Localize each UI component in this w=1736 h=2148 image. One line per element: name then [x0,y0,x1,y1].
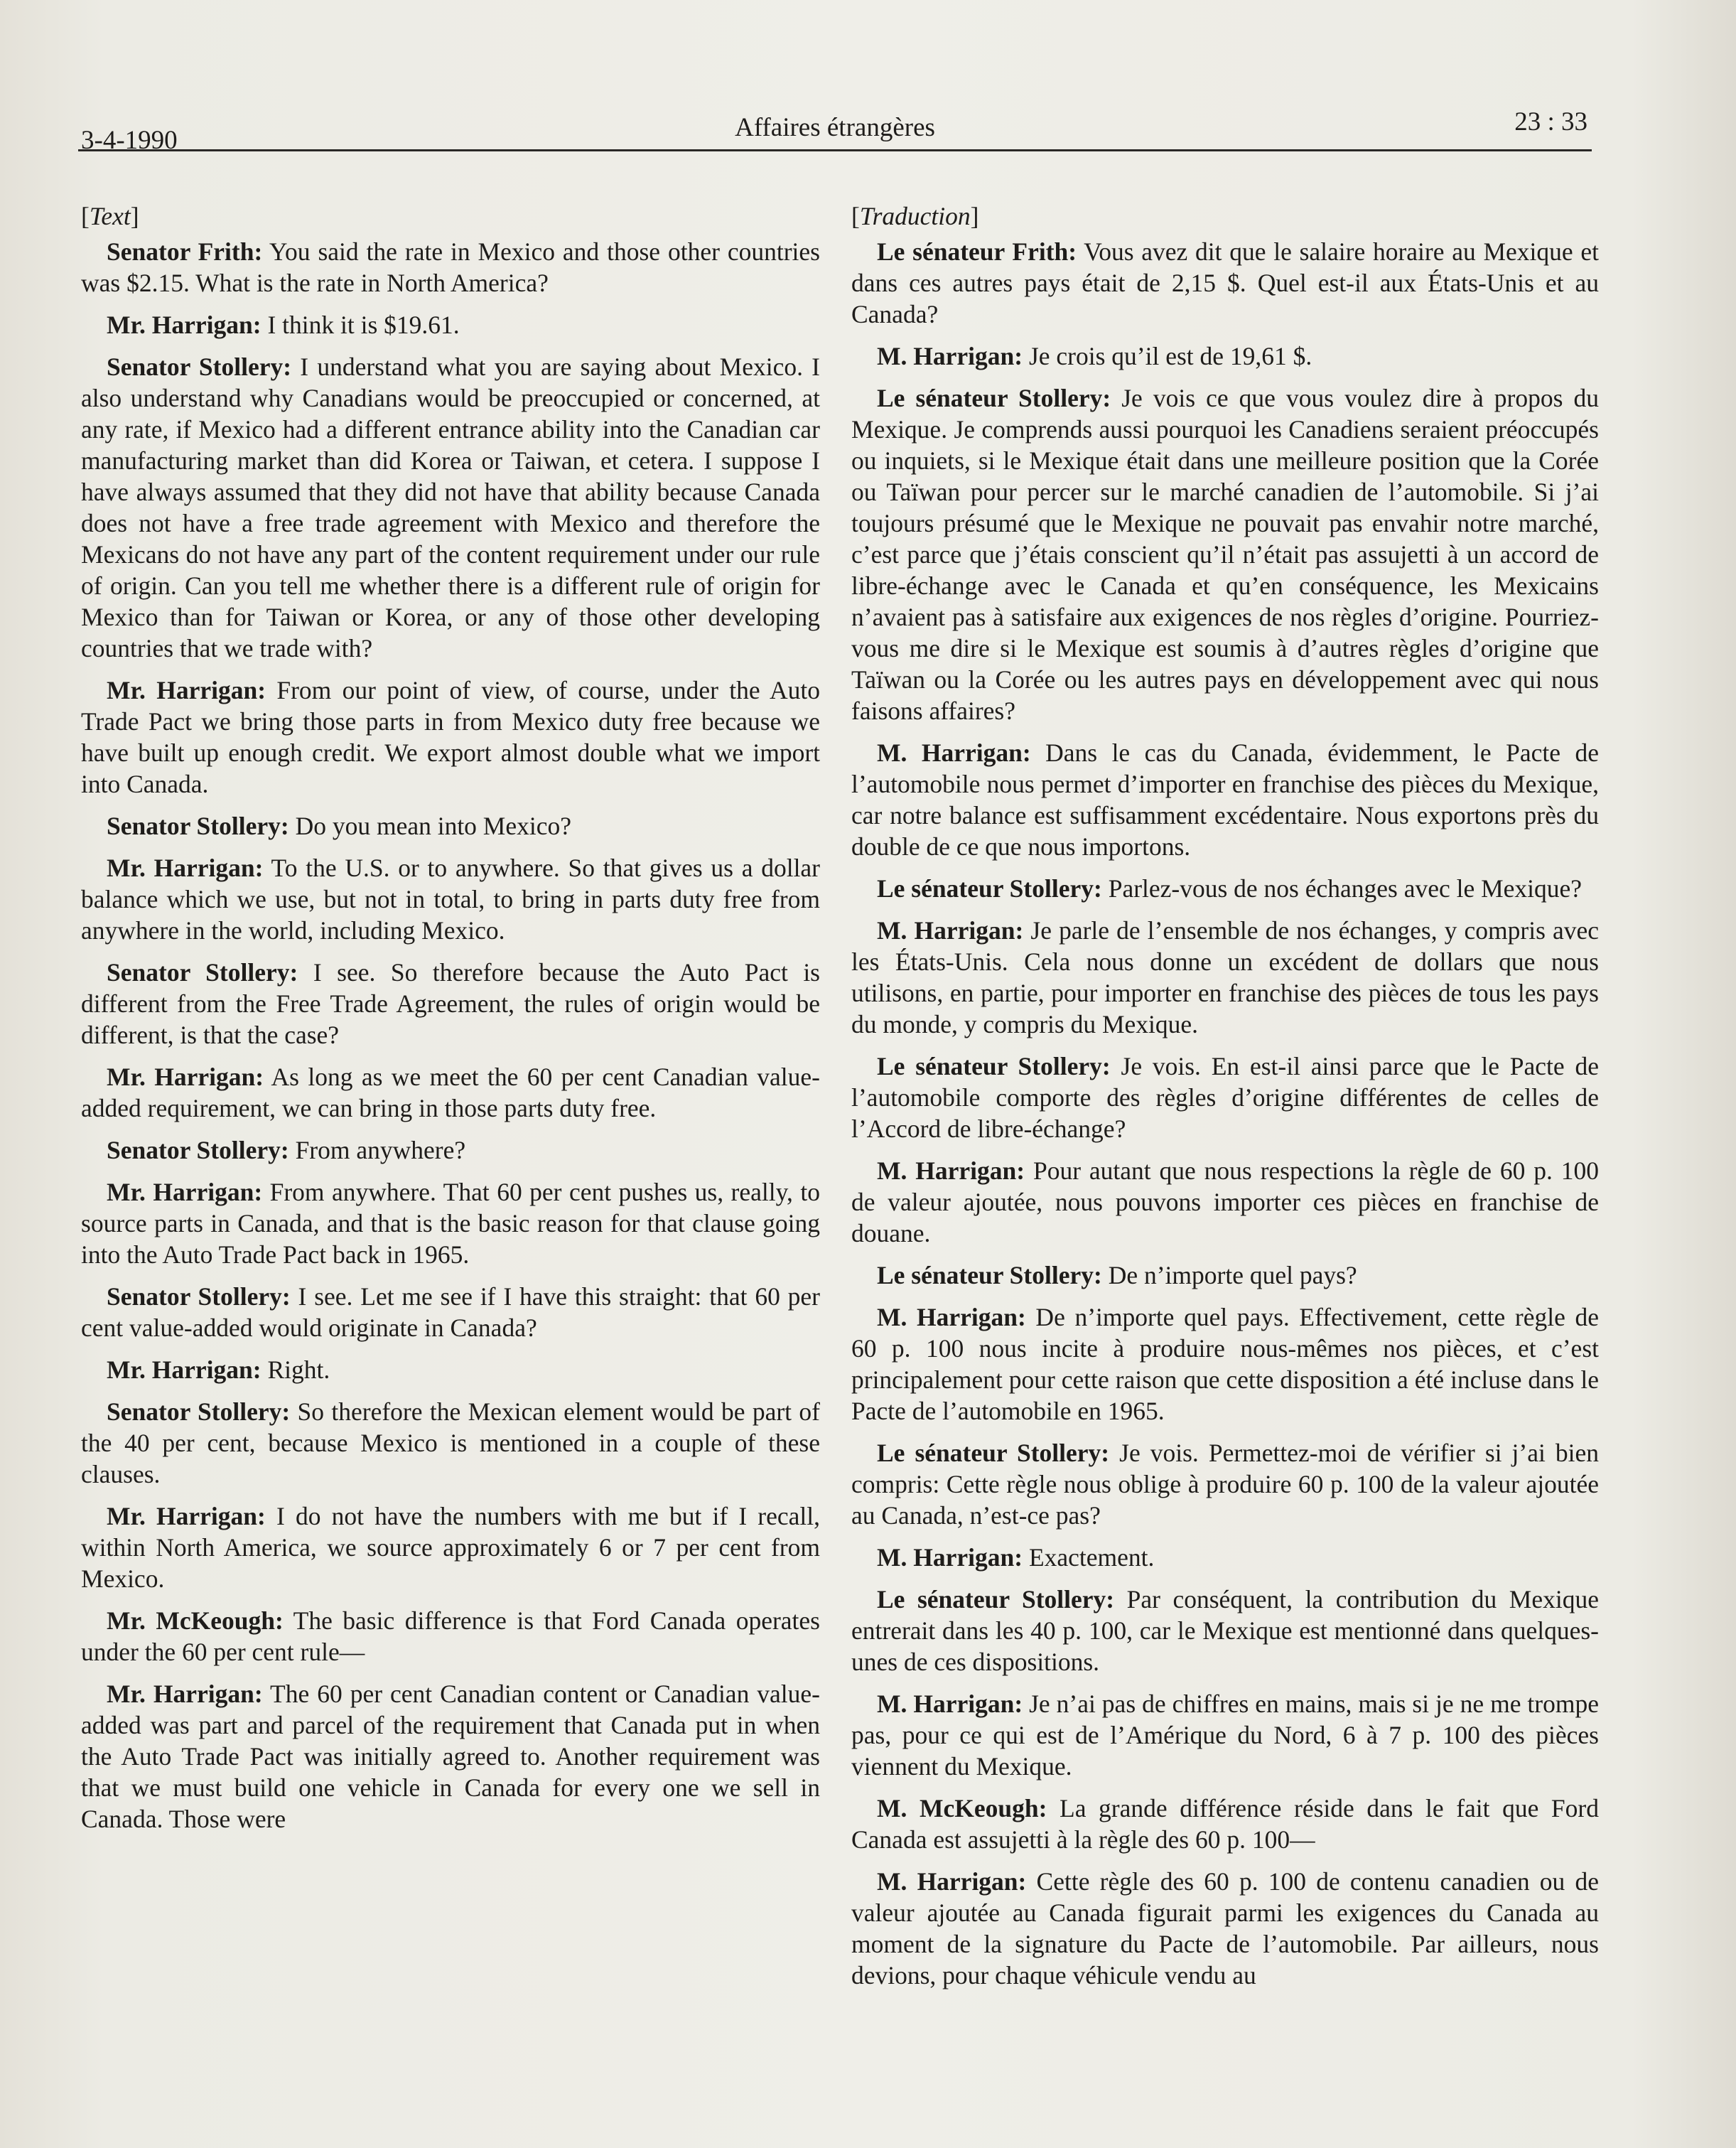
transcript-paragraph [851,1542,1599,1573]
page-header [78,107,1592,155]
speech-text: From anywhere. That 60 per cent pushes us, really, to source parts in Canada, and that is the basic reason for that clause going into the Auto Trade Pact back in 1965. [81,1178,820,1269]
speech-text: Dans le cas du Canada, évidemment, le Pacte de l’automobile nous permet d’importer en franchise des pièces du Mexique, car notre balance est suffisamment excédentaire. Nous exportons près du double de ce que nous importons. [851,739,1599,861]
speaker-name: Mr. Harrigan: [107,676,266,704]
speaker-name: Le sénateur Stollery: [877,1261,1102,1289]
transcript-paragraph [851,340,1599,372]
speaker-name: M. Harrigan: [877,739,1031,767]
speech-text: Vous avez dit que le salaire horaire au Mexique et dans ces autres pays était de 2,15 $. Quel est-il aux États-Unis et au Canada? [851,237,1599,328]
speech-text: La grande différence réside dans le fait que Ford Canada est assujetti à la règle des 60 p. 100— [851,1794,1600,1854]
transcript-paragraph [81,1281,820,1343]
header-title: Affaires étrangères [735,113,935,142]
speech-text: Cette règle des 60 p. 100 de contenu canadien ou de valeur ajoutée au Canada figurait parmi les exigences du Canada au moment de la signature du Pacte de l’automobile. Par ailleurs, nous devions, pour chaque véhicule vendu au [851,1867,1599,1989]
transcript-paragraph [81,957,820,1051]
speech-text: Je vois. En est-il ainsi parce que le Pacte de l’automobile comporte des règles d’origine différentes de celles de l’Accord de libre-échange? [851,1052,1599,1143]
transcript-paragraph [81,236,820,299]
speaker-name: Le sénateur Stollery: [877,1439,1110,1467]
speaker-name: M. Harrigan: [877,1543,1023,1572]
speaker-name: M. Harrigan: [877,1156,1025,1185]
speech-text: De n’importe quel pays. Effectivement, cette règle de 60 p. 100 nous incite à produire nous-mêmes nos pièces, et c’est principalement pour cette raison que cette disposition a été incluse dans le Pacte de l’automobile en 1965. [851,1303,1599,1425]
french-column [851,200,1599,2002]
section-label: [Traduction] [851,202,979,230]
speaker-name: Mr. Harrigan: [107,1680,263,1708]
english-column [81,200,820,1845]
transcript-paragraph [851,1584,1599,1677]
speaker-name: Mr. McKeough: [107,1606,284,1635]
speaker-name: Mr. Harrigan: [107,1063,264,1091]
speech-text: Je vois. Permettez-moi de vérifier si j’ai bien compris: Cette règle nous oblige à produire 60 p. 100 de la valeur ajoutée au Canada, n’est-ce pas? [851,1439,1599,1530]
speaker-name: Senator Stollery: [107,1397,291,1426]
speaker-name: Mr. Harrigan: [107,1178,263,1206]
transcript-paragraph [81,1605,820,1668]
transcript-paragraph [81,309,820,340]
transcript-paragraph [81,675,820,800]
speech-text: Parlez-vous de nos échanges avec le Mexique? [1101,874,1583,903]
transcript-paragraph [851,1437,1599,1531]
speech-text: To the U.S. or to anywhere. So that gives us a dollar balance which we use, but not in total, to bring in parts duty free from anywhere in the world, including Mexico. [81,854,821,945]
speaker-name: Le sénateur Frith: [877,237,1077,266]
speaker-name: Le sénateur Stollery: [877,1585,1115,1613]
transcript-paragraph [81,810,820,842]
speaker-name: Mr. Harrigan: [107,854,264,882]
section-label: [Text] [81,202,139,230]
speaker-name: Senator Stollery: [107,1136,289,1164]
speaker-name: M. Harrigan: [877,916,1024,945]
speech-text: Je parle de l’ensemble de nos échanges, y compris avec les États-Unis. Cela nous donne un excédent de dollars que nous utilisons, en partie, pour importer en franchise des pièces de tous les pays du monde, y compris du Mexique. [851,916,1600,1038]
speaker-name: Mr. Harrigan: [107,311,262,339]
speech-text: As long as we meet the 60 per cent Canadian value-added requirement, we can bring in those parts duty free. [81,1063,820,1122]
transcript-paragraph [851,236,1599,330]
transcript-paragraph [81,1396,820,1490]
speech-text: The 60 per cent Canadian content or Canadian value-added was part and parcel of the requirement that Canada put in when the Auto Trade Pact was initially agreed to. Another requirement was that we must build one vehicle in Canada for every one we sell in Canada. Those were [81,1680,821,1833]
speech-text: You said the rate in Mexico and those other countries was $2.15. What is the rate in North America? [81,237,820,297]
speech-text: From our point of view, of course, under the Auto Trade Pact we bring those parts in from Mexico duty free because we have built up enough credit. We export almost double what we import into Canada. [81,676,820,798]
speech-text: Exactement. [1023,1543,1155,1572]
speech-text: Je n’ai pas de chiffres en mains, mais si je ne me trompe pas, pour ce qui est de l’Amérique du Nord, 6 à 7 p. 100 des pièces viennent du Mexique. [851,1690,1599,1781]
speaker-name: M. Harrigan: [877,1303,1026,1331]
transcript-paragraph [851,915,1599,1040]
speaker-name: Senator Frith: [107,237,263,266]
transcript-paragraph [851,873,1599,904]
transcript-paragraph [81,852,820,946]
speaker-name: Le sénateur Stollery: [877,1052,1111,1080]
speaker-name: Senator Stollery: [107,353,292,381]
transcript-paragraph [851,1301,1599,1427]
transcript-paragraph [81,1176,820,1270]
transcript-paragraph [81,351,820,664]
transcript-paragraph [851,1051,1599,1144]
speech-text: Par conséquent, la contribution du Mexique entrerait dans les 40 p. 100, car le Mexique est mentionné dans quelques-unes de ces dispositions. [851,1585,1599,1676]
speaker-name: M. Harrigan: [877,1867,1027,1896]
speech-text: I do not have the numbers with me but if I recall, within North America, we source approximately 6 or 7 per cent from Mexico. [81,1502,821,1593]
header-page-number: 23 : 33 [1514,107,1587,136]
speech-text: I think it is $19.61. [261,311,460,339]
transcript-paragraph [851,737,1599,862]
speaker-name: Senator Stollery: [107,812,289,840]
transcript-paragraph [851,1793,1599,1855]
section-label-text: Traduction [859,202,971,230]
transcript-paragraph [851,1260,1599,1291]
speech-text: I understand what you are saying about Mexico. I also understand why Canadians would be preoccupied or concerned, at any rate, if Mexico had a different entrance ability into the Canadian car manufacturing market than did Korea or Taiwan, et cetera. I suppose I have always assumed that they did not have that ability because Canada does not have a free trade agreement with Mexico and therefore the Mexicans do not have any part of the content requirement under our rule of origin. Can you tell me whether there is a different rule of origin for Mexico than for Taiwan or Korea, or any of those other developing countries that we trade with? [81,353,820,662]
transcript-paragraph [81,1678,820,1835]
speaker-name: Le sénateur Stollery: [877,874,1102,903]
speech-text: Right. [261,1355,330,1384]
transcript-paragraph [81,1500,820,1594]
section-label-text: Text [89,202,131,230]
speech-text: The basic difference is that Ford Canada operates under the 60 per cent rule— [81,1606,820,1666]
speaker-name: Senator Stollery: [107,958,298,987]
speech-text: Je crois qu’il est de 19,61 $. [1023,342,1312,370]
speech-text: Je vois ce que vous voulez dire à propos du Mexique. Je comprends aussi pourquoi les Canadiens seraient préoccupés ou inquiets, si le Mexique était dans une meilleure position que la Corée ou Taïwan pour percer sur le marché canadien de l’automobile. Si j’ai toujours présumé que le Mexique ne pouvait pas envahir notre marché, c’est parce que j’étais conscient qu’il n’était pas assujetti à un accord de libre-échange avec le Canada et qu’en conséquence, les Mexicains n’avaient pas à satisfaire aux exigences de nos règles d’origine. Pourriez-vous me dire si le Mexique est soumis à d’autres règles d’origine que Taïwan ou la Corée ou les autres pays en développement avec qui nous faisons affaires? [851,384,1599,725]
transcript-paragraph [851,1688,1599,1782]
speech-text: From anywhere? [289,1136,466,1164]
speech-text: I see. Let me see if I have this straight: that 60 per cent value-added would originate in Canada? [81,1282,821,1342]
transcript-paragraph [81,1354,820,1385]
speaker-name: Mr. Harrigan: [107,1502,266,1530]
transcript-paragraph [81,1134,820,1166]
transcript-paragraph [81,1061,820,1124]
speech-text: I see. So therefore because the Auto Pact is different from the Free Trade Agreement, the rules of origin would be different, is that the case? [81,958,820,1049]
transcript-paragraph [851,1155,1599,1249]
speech-text: So therefore the Mexican element would be part of the 40 per cent, because Mexico is mentioned in a couple of these clauses. [81,1397,820,1488]
speech-text: De n’importe quel pays? [1101,1261,1357,1289]
speaker-name: M. McKeough: [877,1794,1047,1822]
transcript-paragraph [851,382,1599,726]
speaker-name: Senator Stollery: [107,1282,291,1311]
speaker-name: Mr. Harrigan: [107,1355,262,1384]
speech-text: Do you mean into Mexico? [289,812,571,840]
speech-text: Pour autant que nous respections la règle de 60 p. 100 de valeur ajoutée, nous pouvons importer ces pièces en franchise de douane. [851,1156,1600,1247]
speaker-name: Le sénateur Stollery: [877,384,1111,412]
speaker-name: M. Harrigan: [877,1690,1023,1718]
transcript-paragraph [851,1866,1599,1991]
header-date: 3-4-1990 [81,126,178,155]
speaker-name: M. Harrigan: [877,342,1023,370]
